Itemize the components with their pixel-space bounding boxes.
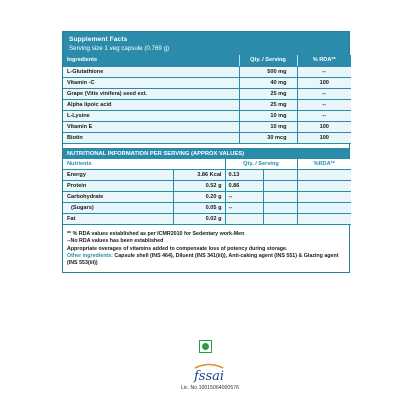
ingredient-name: Vitamin E bbox=[63, 121, 239, 132]
panel-header bbox=[63, 32, 349, 55]
col-rda: % RDA** bbox=[297, 55, 351, 66]
note-overages: Appropriate overages of vitamins added to compensate loss of potency during storage. bbox=[67, 245, 288, 252]
ingredient-name: Biotin bbox=[63, 132, 239, 143]
nutrient-qty: 3.86 Kcal bbox=[173, 170, 225, 181]
empty-cell bbox=[263, 181, 297, 192]
serving-size: Serving size 1 veg capsule (0.769 g) bbox=[69, 45, 170, 52]
table-row bbox=[63, 132, 351, 143]
table-row bbox=[63, 121, 351, 132]
other-ingredients-label: Other ingredients: bbox=[67, 252, 113, 259]
ingredient-rda: -- bbox=[297, 66, 351, 77]
table-row bbox=[63, 170, 351, 181]
other-ingredients bbox=[67, 253, 345, 268]
ingredient-qty: 25 mg bbox=[239, 99, 297, 110]
nutrition-table bbox=[63, 159, 351, 226]
nutrient-pct bbox=[225, 214, 263, 225]
table-row bbox=[63, 181, 351, 192]
col-ingredients: Ingredients bbox=[63, 55, 239, 66]
nutrient-name: Energy bbox=[63, 170, 173, 181]
panel-title: Supplement Facts bbox=[69, 36, 128, 43]
ingredient-rda: -- bbox=[297, 88, 351, 99]
ingredient-rda: -- bbox=[297, 110, 351, 121]
nutrient-qty: 0.20 g bbox=[173, 192, 225, 203]
ingredient-name: L-Glutathione bbox=[63, 66, 239, 77]
ingredient-rda: 100 bbox=[297, 132, 351, 143]
note-rda: ** % RDA values established as per ICMR2010 for Sedentary work-Men bbox=[67, 231, 245, 237]
empty-cell bbox=[297, 170, 351, 181]
nutrient-pct: -- bbox=[225, 192, 263, 203]
table-row bbox=[63, 77, 351, 88]
ingredient-rda: 100 bbox=[297, 77, 351, 88]
empty-cell bbox=[263, 192, 297, 203]
col-qty: Qty. / Serving bbox=[239, 55, 297, 66]
ingredient-rda: 100 bbox=[297, 121, 351, 132]
supplement-table-header bbox=[63, 55, 351, 66]
nutrient-name: Fat bbox=[63, 214, 173, 225]
ingredient-qty: 10 mg bbox=[239, 121, 297, 132]
ingredient-qty: 10 mg bbox=[239, 110, 297, 121]
empty-cell bbox=[263, 203, 297, 214]
table-row bbox=[63, 192, 351, 203]
ingredient-name: Grape (Vitis vinifera) seed ext. bbox=[63, 88, 239, 99]
license-number: Lic. No.10015064000576 bbox=[181, 385, 239, 391]
empty-cell bbox=[297, 192, 351, 203]
ingredient-qty: 25 mg bbox=[239, 88, 297, 99]
empty-cell bbox=[297, 203, 351, 214]
table-row bbox=[63, 214, 351, 225]
nutrient-pct: 0.13 bbox=[225, 170, 263, 181]
table-row bbox=[63, 66, 351, 77]
nutrient-name: Protein bbox=[63, 181, 173, 192]
ingredient-rda: -- bbox=[297, 99, 351, 110]
ingredient-name: L-Lysine bbox=[63, 110, 239, 121]
note-no-rda: --No RDA values has been established bbox=[67, 238, 164, 245]
nutrient-name: (Sugars) bbox=[63, 203, 173, 214]
other-ingredients-text: Capsule shell (INS 464), Diluent (INS 341(iii)), Anti-caking agent (INS 551) & Glazing agent (INS 553(iii)) bbox=[67, 252, 339, 267]
col-nutrients: Nutrients bbox=[63, 159, 225, 170]
fssai-wordmark: fssai bbox=[193, 369, 225, 384]
table-row bbox=[63, 88, 351, 99]
table-row bbox=[63, 110, 351, 121]
nutrient-qty: 0.05 g bbox=[173, 203, 225, 214]
supplement-table bbox=[63, 55, 351, 144]
nutrient-pct: 0.86 bbox=[225, 181, 263, 192]
ingredient-qty: 500 mg bbox=[239, 66, 297, 77]
footnotes bbox=[63, 225, 349, 272]
nutrient-name: Carbohydrate bbox=[63, 192, 173, 203]
ingredient-name: Vitamin -C bbox=[63, 77, 239, 88]
ingredient-name: Alpha lipoic acid bbox=[63, 99, 239, 110]
fssai-logo-icon bbox=[186, 362, 232, 384]
col-rda: %RDA** bbox=[297, 159, 351, 170]
nutrient-qty: 0.02 g bbox=[173, 214, 225, 225]
empty-cell bbox=[263, 170, 297, 181]
table-row bbox=[63, 99, 351, 110]
col-qty: Qty. / Serving bbox=[225, 159, 297, 170]
empty-cell bbox=[297, 181, 351, 192]
nutrient-qty: 0.52 g bbox=[173, 181, 225, 192]
empty-cell bbox=[263, 214, 297, 225]
empty-cell bbox=[297, 214, 351, 225]
nutrition-title: NUTRITIONAL INFORMATION PER SERVING (APPROX VALUES) bbox=[63, 149, 349, 159]
ingredient-qty: 30 mcg bbox=[239, 132, 297, 143]
nutrient-pct: -- bbox=[225, 203, 263, 214]
nutrition-table-header bbox=[63, 159, 351, 170]
ingredient-qty: 40 mg bbox=[239, 77, 297, 88]
supplement-facts-panel bbox=[62, 31, 350, 273]
table-row bbox=[63, 203, 351, 214]
veg-mark-icon bbox=[199, 340, 212, 353]
veg-dot bbox=[202, 343, 209, 350]
